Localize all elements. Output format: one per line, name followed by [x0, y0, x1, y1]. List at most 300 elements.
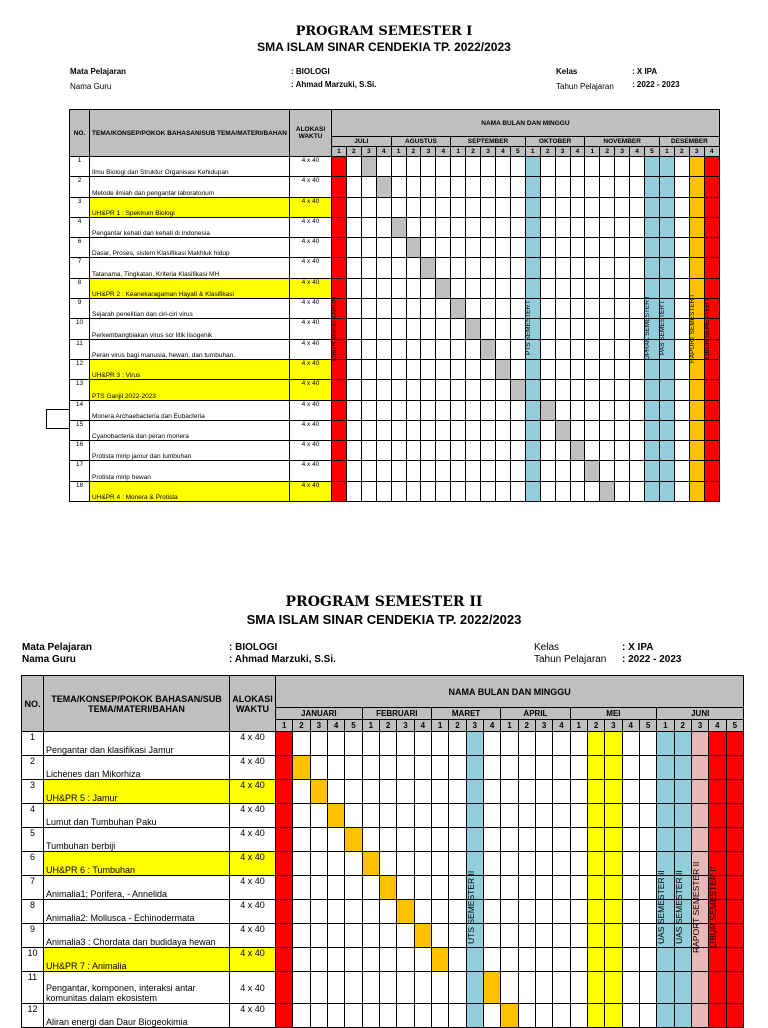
sem2-week-cell [362, 876, 379, 900]
sem1-row-topic: UH&PR 3 : Virus [90, 359, 290, 379]
sem2-week-cell [414, 900, 431, 924]
sem1-week-cell [510, 157, 525, 177]
sem2-week-cell [414, 828, 431, 852]
sem1-week-cell [436, 278, 451, 298]
sem2-week-cell [535, 876, 552, 900]
sem2-week-cell [501, 876, 518, 900]
sem2-week-cell [535, 972, 552, 1004]
sem1-week-header: 2 [674, 147, 689, 157]
sem2-week-cell [362, 972, 379, 1004]
sem1-week-cell [466, 441, 481, 461]
sem1-week-cell [421, 299, 436, 319]
sem1-week-cell [451, 481, 466, 501]
sem2-week-cell [518, 900, 535, 924]
sem1-week-cell [376, 258, 391, 278]
sem2-week-cell [414, 780, 431, 804]
sem1-week-cell [346, 177, 361, 197]
sem2-table-row [22, 732, 744, 756]
sem1-week-cell [451, 359, 466, 379]
sem2-week-cell [570, 756, 587, 780]
sem2-week-cell [414, 804, 431, 828]
sem1-table-row [70, 420, 720, 440]
sem2-row-topic: Aliran energi dan Daur Biogeokimia [44, 1004, 230, 1028]
sem1-week-header: 1 [659, 147, 674, 157]
sem1-week-cell [540, 258, 555, 278]
sem1-row-topic: PTS Ganjil 2022-2023 [90, 380, 290, 400]
sem1-week-cell [391, 380, 406, 400]
sem1-week-cell [406, 461, 421, 481]
sem1-table-row [70, 177, 720, 197]
sem2-week-cell [587, 900, 604, 924]
sem1-table-row [70, 217, 720, 237]
sem1-table-row [70, 299, 720, 319]
sem2-week-cell [327, 828, 344, 852]
sem2-month-header: JANUARI [276, 708, 363, 720]
sem1-week-cell [406, 400, 421, 420]
sem2-week-header: 4 [414, 720, 431, 732]
sem1-week-header: 3 [421, 147, 436, 157]
sem1-week-cell [674, 278, 689, 298]
sem2-week-cell [483, 924, 500, 948]
sem1-week-cell [495, 299, 510, 319]
sem1-week-cell [600, 299, 615, 319]
sem1-week-cell [540, 238, 555, 258]
sem2-week-cell [518, 972, 535, 1004]
sem2-week-cell [397, 852, 414, 876]
sem2-week-cell [639, 732, 656, 756]
sem2-week-cell [397, 732, 414, 756]
sem1-week-cell [421, 481, 436, 501]
sem1-uprak-label: UPRAK SEMESTER I [644, 296, 651, 361]
sem1-week-cell [600, 217, 615, 237]
sem1-week-cell [481, 217, 496, 237]
sem2-week-cell [345, 924, 362, 948]
sem2-week-cell [276, 876, 293, 900]
sem1-row-topic: Cyanobacteria dan peran monera [90, 420, 290, 440]
sem2-week-header: 1 [276, 720, 293, 732]
sem1-week-cell [510, 400, 525, 420]
sem2-week-cell [449, 732, 466, 756]
sem2-week-cell [345, 756, 362, 780]
sem1-week-cell [615, 177, 630, 197]
sem2-week-cell [639, 852, 656, 876]
sem1-week-cell [510, 177, 525, 197]
sem1-row-no: 8 [70, 278, 90, 298]
sem2-row-no: 3 [22, 780, 44, 804]
sem2-week-cell [345, 852, 362, 876]
sem2-row-topic: UH&PR 6 : Tumbuhan [44, 852, 230, 876]
sem2-week-cell [449, 756, 466, 780]
sem1-week-cell [555, 319, 570, 339]
sem1-week-header: 3 [481, 147, 496, 157]
sem1-month-header: OKTOBER [525, 137, 585, 147]
sem2-week-cell [587, 924, 604, 948]
sem2-week-cell [587, 948, 604, 972]
sem1-week-cell [585, 420, 600, 440]
sem1-week-cell [510, 380, 525, 400]
sem2-week-cell [327, 924, 344, 948]
sem2-week-cell [518, 852, 535, 876]
sem2-table-row [22, 780, 744, 804]
sem2-week-cell [414, 852, 431, 876]
sem1-week-header: 5 [645, 147, 660, 157]
sem1-week-cell [585, 177, 600, 197]
sem2-week-header: 2 [587, 720, 604, 732]
sem1-row-topic: Dasar, Proses, sistem Klasifikasi Makhluk hidup [90, 238, 290, 258]
sem2-week-cell [293, 804, 310, 828]
sem1-week-cell [570, 400, 585, 420]
sem1-row-alokasi: 4 x 40 [290, 238, 332, 258]
sem2-table [21, 675, 744, 1028]
sem1-week-cell [421, 177, 436, 197]
sem2-week-cell [379, 732, 396, 756]
sem2-row-alokasi: 4 x 40 [230, 828, 276, 852]
sem2-week-cell [709, 756, 726, 780]
sem2-row-no: 11 [22, 972, 44, 1004]
sem1-col-alokasi: ALOKASI WAKTU [290, 110, 332, 157]
sem2-col-no: NO. [22, 676, 44, 732]
sem2-week-cell [414, 924, 431, 948]
sem1-week-cell [495, 400, 510, 420]
sem1-week-cell [346, 299, 361, 319]
sem1-week-cell [391, 177, 406, 197]
sem1-week-header: 1 [525, 147, 540, 157]
sem1-week-cell [674, 177, 689, 197]
sem2-week-header: 5 [345, 720, 362, 732]
sem1-week-cell [600, 339, 615, 359]
sem1-week-cell [510, 420, 525, 440]
sem1-week-cell [451, 278, 466, 298]
sem2-week-cell [587, 756, 604, 780]
sem1-row-topic: UH&PR 4 : Monera & Protista [90, 481, 290, 501]
sem2-week-cell [431, 948, 448, 972]
sem1-week-cell [466, 319, 481, 339]
sem1-week-cell [391, 299, 406, 319]
sem1-row-no: 2 [70, 177, 90, 197]
sem1-week-cell [510, 299, 525, 319]
sem1-week-cell [674, 441, 689, 461]
sem1-row-topic: Monera Archaebacteria dan Eubacteria [90, 400, 290, 420]
sem2-row-topic: UH&PR 5 : Jamur [44, 780, 230, 804]
sem2-week-cell [518, 732, 535, 756]
sem1-week-cell [600, 157, 615, 177]
sem1-week-cell [674, 299, 689, 319]
sem1-week-cell [495, 258, 510, 278]
sem2-row-alokasi: 4 x 40 [230, 924, 276, 948]
sem2-week-cell [362, 828, 379, 852]
sem2-week-cell [276, 828, 293, 852]
sem1-week-cell [555, 481, 570, 501]
sem2-week-cell [483, 876, 500, 900]
sem2-raport-label: RAPORT SEMESTER II [691, 861, 701, 953]
sem2-week-cell [587, 732, 604, 756]
sem1-week-cell [406, 359, 421, 379]
sem1-table-row [70, 380, 720, 400]
sem2-week-header: 1 [431, 720, 448, 732]
sem2-week-cell [379, 804, 396, 828]
sem1-week-cell [346, 339, 361, 359]
sem1-week-cell [376, 461, 391, 481]
sem2-week-header: 3 [310, 720, 327, 732]
sem1-week-cell [540, 157, 555, 177]
sem1-week-cell [630, 157, 645, 177]
sem1-week-cell [391, 258, 406, 278]
sem1-week-cell [570, 299, 585, 319]
sem2-row-alokasi: 4 x 40 [230, 852, 276, 876]
sem1-week-cell [600, 258, 615, 278]
sem1-school: SMA ISLAM SINAR CENDEKIA TP. 2022/2023 [257, 40, 511, 54]
sem1-week-cell [406, 481, 421, 501]
sem1-week-cell [436, 299, 451, 319]
sem2-week-cell [691, 732, 708, 756]
sem1-week-header: 1 [451, 147, 466, 157]
sem1-week-cell [466, 420, 481, 440]
sem2-row-no: 4 [22, 804, 44, 828]
sem1-week-cell [630, 420, 645, 440]
sem2-week-cell [362, 852, 379, 876]
sem2-row-no: 6 [22, 852, 44, 876]
sem1-week-cell [346, 441, 361, 461]
sem1-week-cell [361, 258, 376, 278]
sem1-week-cell [555, 441, 570, 461]
sem2-week-cell [570, 732, 587, 756]
sem2-week-cell [449, 828, 466, 852]
sem2-week-cell [345, 732, 362, 756]
sem1-table-row [70, 461, 720, 481]
sem2-row-topic: Lichenes dan Mikorhiza [44, 756, 230, 780]
sem2-week-cell [622, 780, 639, 804]
sem2-week-cell [310, 732, 327, 756]
sem1-week-header: 4 [570, 147, 585, 157]
sem2-week-header: 5 [726, 720, 744, 732]
sem2-row-alokasi: 4 x 40 [230, 948, 276, 972]
sem1-week-cell [630, 380, 645, 400]
sem1-row-no: 7 [70, 258, 90, 278]
sem2-week-cell [622, 828, 639, 852]
sem2-week-cell [397, 924, 414, 948]
sem1-week-header: 4 [630, 147, 645, 157]
sem1-row-alokasi: 4 x 40 [290, 420, 332, 440]
sem1-week-cell [555, 238, 570, 258]
sem2-uas-label-2: UAS SEMESTER II [674, 870, 684, 944]
sem1-week-cell [481, 177, 496, 197]
sem1-week-cell [481, 441, 496, 461]
sem1-table [69, 109, 720, 502]
sem2-week-cell [535, 900, 552, 924]
sem2-week-cell [466, 732, 483, 756]
sem1-week-cell [585, 441, 600, 461]
sem1-week-cell [466, 339, 481, 359]
sem1-week-cell [406, 217, 421, 237]
sem2-week-cell [276, 780, 293, 804]
sem2-table-row [22, 804, 744, 828]
sem2-week-cell [639, 828, 656, 852]
sem2-week-cell [483, 948, 500, 972]
sem2-week-cell [345, 948, 362, 972]
sem1-week-cell [600, 461, 615, 481]
sem1-week-cell [376, 177, 391, 197]
sem2-week-cell [605, 876, 622, 900]
sem1-week-cell [495, 461, 510, 481]
sem2-week-cell [276, 804, 293, 828]
sem1-week-header: 1 [391, 147, 406, 157]
sem2-week-cell [726, 732, 744, 756]
sem2-week-cell [570, 852, 587, 876]
sem1-week-header: 4 [495, 147, 510, 157]
sem2-week-header: 5 [639, 720, 656, 732]
sem1-row-topic: Protista mirip jamur dan tumbuhan [90, 441, 290, 461]
sem1-week-cell [540, 441, 555, 461]
sem2-week-cell [449, 972, 466, 1004]
sem1-week-cell [540, 177, 555, 197]
sem1-table-row [70, 400, 720, 420]
sem2-week-cell [639, 780, 656, 804]
sem2-week-cell [570, 804, 587, 828]
sem2-week-cell [518, 924, 535, 948]
sem2-week-cell [553, 828, 570, 852]
sem1-table-row [70, 319, 720, 339]
sem1-week-cell [555, 197, 570, 217]
sem2-row-topic: UH&PR 7 : Animalia [44, 948, 230, 972]
sem1-week-cell [346, 481, 361, 501]
sem1-row-alokasi: 4 x 40 [290, 299, 332, 319]
sem2-week-cell [518, 876, 535, 900]
sem2-row-topic: Animalia2: Mollusca - Echinodermata [44, 900, 230, 924]
sem1-week-cell [615, 319, 630, 339]
sem1-week-cell [570, 359, 585, 379]
sem1-row-no: 15 [70, 420, 90, 440]
sem1-week-cell [376, 319, 391, 339]
sem1-week-cell [466, 359, 481, 379]
sem2-week-cell [570, 828, 587, 852]
sem2-week-header: 1 [501, 720, 518, 732]
sem1-week-cell [585, 319, 600, 339]
sem2-week-cell [535, 780, 552, 804]
sem1-week-cell [630, 197, 645, 217]
sem1-week-header: 2 [540, 147, 555, 157]
sem2-week-cell [379, 876, 396, 900]
sem2-week-cell [501, 948, 518, 972]
sem1-table-row [70, 258, 720, 278]
sem2-week-cell [397, 780, 414, 804]
sem1-week-cell [436, 380, 451, 400]
sem1-week-cell [615, 441, 630, 461]
sem1-week-cell [421, 380, 436, 400]
sem1-week-cell [495, 238, 510, 258]
sem1-row-topic: Pengantar kehati dan kehati di Indonesia [90, 217, 290, 237]
sem1-week-cell [421, 420, 436, 440]
sem2-week-header: 1 [657, 720, 674, 732]
sem1-kelas-label: Kelas [556, 67, 578, 76]
sem2-week-cell [639, 804, 656, 828]
sem2-week-cell [449, 804, 466, 828]
sem2-uts-label: UTS SEMESTER II [466, 870, 476, 944]
sem1-week-cell [615, 197, 630, 217]
sem2-week-cell [639, 924, 656, 948]
sem1-week-cell [630, 359, 645, 379]
sem1-row-alokasi: 4 x 40 [290, 217, 332, 237]
sem2-week-cell [431, 780, 448, 804]
sem1-week-cell [361, 461, 376, 481]
sem2-week-cell [553, 900, 570, 924]
sem1-week-cell [406, 380, 421, 400]
sem1-week-cell [481, 258, 496, 278]
sem1-week-cell [346, 359, 361, 379]
sem1-week-cell [406, 258, 421, 278]
sem1-week-cell [555, 278, 570, 298]
sem1-week-cell [376, 238, 391, 258]
sem2-week-cell [587, 972, 604, 1004]
sem2-week-cell [553, 732, 570, 756]
sem2-week-cell [587, 876, 604, 900]
sem2-school: SMA ISLAM SINAR CENDEKIA TP. 2022/2023 [246, 612, 522, 627]
sem1-week-cell [674, 380, 689, 400]
sem1-week-cell [466, 481, 481, 501]
sem2-week-cell [657, 756, 674, 780]
sem1-pas-label: PAS SEMESTER I [659, 301, 666, 356]
sem1-week-cell [361, 420, 376, 440]
sem1-week-header: 1 [332, 147, 347, 157]
sem2-week-cell [431, 876, 448, 900]
sem2-week-cell [276, 924, 293, 948]
sem1-guru-value: : Ahmad Marzuki, S.Si. [291, 80, 377, 89]
sem1-week-cell [630, 299, 645, 319]
sem2-week-cell [639, 876, 656, 900]
sem2-tahun-value: : 2022 - 2023 [622, 654, 682, 665]
sem2-week-cell [518, 804, 535, 828]
sem1-week-cell [630, 461, 645, 481]
sem1-week-cell [361, 400, 376, 420]
sem1-week-cell [600, 238, 615, 258]
sem1-row-alokasi: 4 x 40 [290, 359, 332, 379]
sem1-week-cell [466, 380, 481, 400]
sem1-tahun-label: Tahun Pelajaran [556, 82, 614, 91]
sem1-week-cell [540, 380, 555, 400]
sem2-week-cell [553, 924, 570, 948]
sem1-month-header: NOVEMBER [585, 137, 660, 147]
sem2-week-cell [449, 780, 466, 804]
sem1-week-cell [421, 197, 436, 217]
sem1-table-row [70, 339, 720, 359]
sem1-week-cell [421, 339, 436, 359]
sem1-week-cell [391, 461, 406, 481]
sem2-week-cell [587, 852, 604, 876]
sem2-week-cell [414, 972, 431, 1004]
sem1-row-no: 6 [70, 238, 90, 258]
sem1-week-cell [585, 380, 600, 400]
sem2-week-cell [449, 924, 466, 948]
sem1-week-cell [361, 197, 376, 217]
sem2-week-cell [327, 948, 344, 972]
sem2-week-cell [639, 972, 656, 1004]
sem1-row-no: 9 [70, 299, 90, 319]
sem1-table-row [70, 238, 720, 258]
sem1-week-cell [600, 319, 615, 339]
sem1-week-cell [421, 461, 436, 481]
sem1-week-cell [630, 481, 645, 501]
sem1-week-cell [481, 461, 496, 481]
sem1-week-cell [451, 177, 466, 197]
sem1-week-cell [451, 157, 466, 177]
sem2-week-cell [310, 852, 327, 876]
sem1-week-cell [376, 278, 391, 298]
sem2-month-header: APRIL [501, 708, 570, 720]
sem2-week-header: 2 [293, 720, 310, 732]
sem1-week-cell [600, 380, 615, 400]
sem1-week-cell [555, 339, 570, 359]
sem1-week-cell [555, 461, 570, 481]
sem1-row-no: 17 [70, 461, 90, 481]
